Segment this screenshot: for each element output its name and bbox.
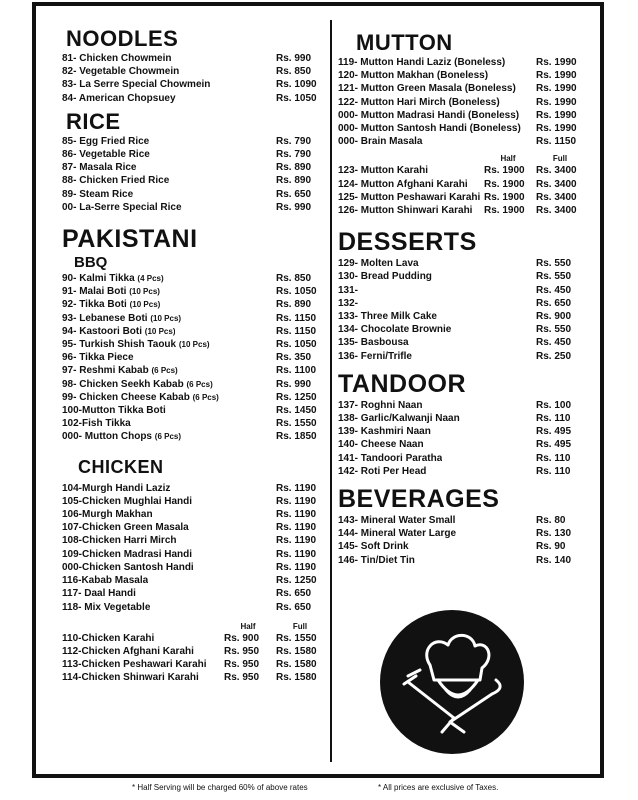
menu-item-row <box>62 521 324 534</box>
item-pieces: (10 Pcs) <box>144 326 176 336</box>
item-name: 130- Bread Pudding <box>338 271 432 283</box>
menu-item-row <box>338 527 584 540</box>
item-price: Rs. 1990 <box>536 57 577 68</box>
chicken-karahi-list <box>62 632 324 685</box>
item-name: 108-Chicken Harri Mirch <box>62 535 177 547</box>
item-price: Rs. 890 <box>276 175 312 187</box>
item-price: Rs. 130 <box>536 528 572 540</box>
full-label: Full <box>552 154 568 164</box>
item-name: 120- Mutton Makhan (Boneless) <box>338 70 489 82</box>
item-name: 124- Mutton Afghani Karahi <box>338 178 468 190</box>
chicken-list <box>62 482 324 614</box>
item-name: 118- Mix Vegetable <box>62 601 151 613</box>
item-price: Rs. 650 <box>276 188 312 200</box>
full-label: Full <box>292 621 308 631</box>
item-name-wrap <box>62 351 134 364</box>
item-price: Rs. 1190 <box>276 561 317 573</box>
item-full-price: Rs. 1580 <box>276 645 317 657</box>
item-name: 102-Fish Tikka <box>62 418 131 430</box>
item-name: 131- <box>338 284 359 296</box>
item-price: Rs. 1990 <box>536 96 577 108</box>
item-prices <box>224 632 324 645</box>
item-price: Rs. 1450 <box>276 405 317 417</box>
menu-item-row <box>338 438 584 451</box>
item-name-wrap <box>62 325 175 338</box>
item-price: Rs. 550 <box>536 324 572 336</box>
item-name: 132- <box>338 297 359 309</box>
right-column <box>338 30 584 567</box>
item-name-wrap <box>62 417 131 430</box>
item-prices <box>484 164 584 177</box>
noodles-list <box>62 52 324 105</box>
item-name: 000- Mutton Chops <box>62 431 152 443</box>
item-pieces: (6 Pcs) <box>151 366 178 376</box>
tandoor-list <box>338 399 584 478</box>
item-name-wrap <box>62 391 219 404</box>
item-name: 123- Mutton Karahi <box>338 165 429 177</box>
menu-item-row <box>62 364 324 377</box>
item-name: 86- Vegetable Rice <box>62 149 150 161</box>
menu-item-row <box>62 188 324 201</box>
mutton-list <box>338 56 584 148</box>
column-divider <box>330 20 332 762</box>
menu-item-row <box>338 465 584 478</box>
item-prices <box>484 204 584 217</box>
menu-item-row <box>62 391 324 404</box>
chef-hat-fork-knife-icon <box>380 610 524 754</box>
item-price: Rs. 100 <box>536 399 572 411</box>
item-price: Rs. 1990 <box>536 109 577 121</box>
item-price: Rs. 890 <box>276 299 312 311</box>
item-price: Rs. 1850 <box>276 431 317 443</box>
item-name: 146- Tin/Diet Tin <box>338 554 415 566</box>
half-serving-note: * Half Serving will be charged 60% of above rates <box>132 783 308 792</box>
menu-item-row <box>62 135 324 148</box>
karahi-item-row <box>338 204 584 217</box>
item-name-wrap <box>62 378 213 391</box>
item-name: 125- Mutton Peshawari Karahi <box>338 191 481 203</box>
item-price: Rs. 450 <box>536 337 572 349</box>
karahi-item-row <box>338 164 584 177</box>
menu-item-row <box>62 285 324 298</box>
menu-item-row <box>62 548 324 561</box>
item-price: Rs. 110 <box>536 452 571 464</box>
item-prices <box>224 645 324 658</box>
menu-item-row <box>338 452 584 465</box>
menu-item-row <box>62 351 324 364</box>
item-price: Rs. 1250 <box>276 575 317 587</box>
item-price: Rs. 550 <box>536 271 572 283</box>
item-name: 000-Chicken Santosh Handi <box>62 561 194 573</box>
bbq-list <box>62 272 324 444</box>
item-name: 134- Chocolate Brownie <box>338 324 452 336</box>
item-pieces: (10 Pcs) <box>129 287 160 297</box>
item-name: 138- Garlic/Kalwanji Naan <box>338 413 460 425</box>
item-prices <box>224 671 324 684</box>
item-price: Rs. 650 <box>276 601 312 613</box>
item-price: Rs. 1190 <box>276 548 317 560</box>
item-price: Rs. 790 <box>276 149 312 161</box>
item-price: Rs. 790 <box>276 135 312 147</box>
menu-item-row <box>62 574 324 587</box>
item-name: 95- Turkish Shish Taouk <box>62 339 177 351</box>
menu-item-row <box>62 325 324 338</box>
menu-item-row <box>338 514 584 527</box>
item-price: Rs. 1150 <box>276 312 317 324</box>
item-price: Rs. 1150 <box>536 136 577 148</box>
item-price: Rs. 650 <box>536 297 572 309</box>
item-name: 139- Kashmiri Naan <box>338 426 431 438</box>
item-name: 000- Mutton Madrasi Handi (Boneless) <box>338 109 520 121</box>
item-half-price: Rs. 950 <box>224 659 260 671</box>
item-name: 87- Masala Rice <box>62 162 137 174</box>
item-name: 122- Mutton Hari Mirch (Boneless) <box>338 96 500 108</box>
menu-item-row <box>62 52 324 65</box>
rice-heading: RICE <box>66 108 121 134</box>
tandoor-heading: TANDOOR <box>338 369 467 398</box>
item-name: 142- Roti Per Head <box>338 465 427 477</box>
item-price: Rs. 1050 <box>276 339 317 351</box>
menu-item-row <box>338 350 584 363</box>
item-name: 136- Ferni/Trifle <box>338 350 412 362</box>
bbq-heading: BBQ <box>74 254 108 272</box>
menu-item-row <box>338 257 584 270</box>
item-name: 88- Chicken Fried Rice <box>62 175 170 187</box>
item-name: 140- Cheese Naan <box>338 439 424 451</box>
item-name: 144- Mineral Water Large <box>338 528 457 540</box>
item-name-wrap <box>62 430 181 443</box>
beverages-heading: BEVERAGES <box>338 485 500 514</box>
item-price: Rs. 990 <box>276 378 312 390</box>
item-name: 116-Kabab Masala <box>62 575 149 587</box>
item-price: Rs. 1090 <box>276 79 317 91</box>
noodles-heading: NOODLES <box>66 26 179 51</box>
mutton-half-full-header <box>338 154 584 164</box>
item-name-wrap <box>62 404 166 417</box>
item-name: 114-Chicken Shinwari Karahi <box>62 672 199 684</box>
menu-item-row <box>62 417 324 430</box>
item-price: Rs. 1250 <box>276 391 317 403</box>
item-name-wrap <box>62 338 210 351</box>
menu-item-row <box>338 96 584 109</box>
menu-item-row <box>338 82 584 95</box>
tax-note: * All prices are exclusive of Taxes. <box>378 783 499 792</box>
item-price: Rs. 850 <box>276 273 312 285</box>
item-price: Rs. 1050 <box>276 286 317 298</box>
mutton-heading: MUTTON <box>356 30 453 55</box>
item-name: 106-Murgh Makhan <box>62 509 153 521</box>
item-price: Rs. 1100 <box>276 365 317 377</box>
item-price: Rs. 1990 <box>536 70 577 82</box>
menu-item-row <box>62 601 324 614</box>
item-price: Rs. 250 <box>536 350 572 362</box>
item-name: 89- Steam Rice <box>62 188 134 200</box>
item-price: Rs. 990 <box>276 201 312 213</box>
menu-item-row <box>62 430 324 443</box>
menu-item-row <box>338 284 584 297</box>
menu-item-row <box>62 272 324 285</box>
item-name: 97- Reshmi Kabab <box>62 365 149 377</box>
item-name: 93- Lebanese Boti <box>62 312 148 324</box>
mutton-karahi-list <box>338 164 584 217</box>
item-name: 81- Chicken Chowmein <box>62 53 172 64</box>
item-price: Rs. 1150 <box>276 325 317 337</box>
item-half-price: Rs. 1900 <box>484 165 525 177</box>
item-name-wrap <box>62 312 181 325</box>
menu-item-row <box>338 122 584 135</box>
item-price: Rs. 1990 <box>536 83 577 95</box>
item-full-price: Rs. 3400 <box>536 165 577 177</box>
menu-item-row <box>62 482 324 495</box>
item-name: 94- Kastoori Boti <box>62 325 143 337</box>
item-name: 90- Kalmi Tikka <box>62 273 135 285</box>
item-price: Rs. 1990 <box>536 123 577 135</box>
item-price: Rs. 650 <box>276 588 312 600</box>
item-price: Rs. 1550 <box>276 418 317 430</box>
item-price: Rs. 140 <box>536 554 572 566</box>
item-name: 96- Tikka Piece <box>62 352 134 364</box>
pakistani-heading: PAKISTANI <box>62 225 198 254</box>
item-name: 99- Chicken Cheese Kabab <box>62 391 190 403</box>
item-price: Rs. 1190 <box>276 495 317 507</box>
item-price: Rs. 850 <box>276 66 312 78</box>
item-name-wrap <box>62 272 164 285</box>
item-pieces: (10 Pcs) <box>150 313 182 323</box>
item-price: Rs. 1190 <box>276 482 317 494</box>
menu-item-row <box>62 378 324 391</box>
item-name: 126- Mutton Shinwari Karahi <box>338 205 473 217</box>
item-half-price: Rs. 950 <box>224 645 260 657</box>
item-price: Rs. 350 <box>276 352 312 364</box>
rice-list <box>62 135 324 214</box>
karahi-item-row <box>338 178 584 191</box>
karahi-item-row <box>62 658 324 671</box>
menu-item-row <box>338 425 584 438</box>
menu-item-row <box>62 338 324 351</box>
menu-item-row <box>62 92 324 105</box>
item-name: 105-Chicken Mughlai Handi <box>62 495 193 507</box>
item-name: 98- Chicken Seekh Kabab <box>62 378 184 390</box>
menu-item-row <box>62 495 324 508</box>
item-price: Rs. 110 <box>536 413 571 425</box>
item-full-price: Rs. 3400 <box>536 191 577 203</box>
item-name: 112-Chicken Afghani Karahi <box>62 645 194 657</box>
item-full-price: Rs. 1550 <box>276 632 317 644</box>
item-half-price: Rs. 950 <box>224 672 260 684</box>
item-price: Rs. 1050 <box>276 92 317 104</box>
item-price: Rs. 1190 <box>276 522 317 534</box>
left-column <box>62 26 324 685</box>
chicken-half-full-header <box>62 622 324 632</box>
half-label: Half <box>240 621 256 631</box>
menu-item-row <box>62 78 324 91</box>
item-full-price: Rs. 3400 <box>536 178 577 190</box>
item-name: 133- Three Milk Cake <box>338 311 437 323</box>
menu-item-row <box>338 109 584 122</box>
item-name: 84- American Chopsuey <box>62 92 176 104</box>
item-half-price: Rs. 900 <box>224 632 260 644</box>
item-price: Rs. 90 <box>536 541 566 553</box>
item-name: 117- Daal Handi <box>62 588 136 600</box>
karahi-item-row <box>338 191 584 204</box>
beverages-list <box>338 514 584 567</box>
item-price: Rs. 495 <box>536 439 572 451</box>
menu-item-row <box>338 310 584 323</box>
item-prices <box>224 658 324 671</box>
item-name: 00- La-Serre Special Rice <box>62 201 182 213</box>
menu-item-row <box>338 399 584 412</box>
menu-item-row <box>62 508 324 521</box>
menu-item-row <box>338 412 584 425</box>
item-pieces: (6 Pcs) <box>154 432 182 442</box>
item-name: 129- Molten Lava <box>338 258 419 270</box>
item-half-price: Rs. 1900 <box>484 178 525 190</box>
item-price: Rs. 900 <box>536 311 572 323</box>
half-label: Half <box>500 154 516 164</box>
item-name: 000- Mutton Santosh Handi (Boneless) <box>338 123 521 135</box>
menu-item-row <box>338 336 584 349</box>
menu-item-row <box>62 148 324 161</box>
karahi-item-row <box>62 632 324 645</box>
item-name-wrap <box>62 285 160 298</box>
item-price: Rs. 450 <box>536 284 572 296</box>
karahi-item-row <box>62 671 324 684</box>
item-price: Rs. 80 <box>536 515 566 527</box>
item-price: Rs. 1190 <box>276 535 317 547</box>
item-price: Rs. 1190 <box>276 509 317 521</box>
item-price: Rs. 990 <box>276 53 312 64</box>
item-half-price: Rs. 1900 <box>484 191 525 203</box>
item-name: 121- Mutton Green Masala (Boneless) <box>338 83 516 95</box>
item-name: 100-Mutton Tikka Boti <box>62 405 166 417</box>
item-name: 143- Mineral Water Small <box>338 515 456 527</box>
menu-item-row <box>338 323 584 336</box>
item-pieces: (10 Pcs) <box>178 340 210 350</box>
menu-item-row <box>62 534 324 547</box>
item-half-price: Rs. 1900 <box>484 205 525 217</box>
menu-item-row <box>62 404 324 417</box>
menu-item-row <box>62 65 324 78</box>
menu-item-row <box>338 69 584 82</box>
menu-item-row <box>62 174 324 187</box>
item-prices <box>484 178 584 191</box>
item-name: 137- Roghni Naan <box>338 399 423 411</box>
item-pieces: (4 Pcs) <box>137 274 164 284</box>
menu-item-row <box>62 298 324 311</box>
item-price: Rs. 550 <box>536 258 572 270</box>
item-name: 107-Chicken Green Masala <box>62 522 189 534</box>
item-pieces: (10 Pcs) <box>129 300 161 310</box>
menu-item-row <box>338 56 584 69</box>
item-name: 91- Malai Boti <box>62 286 127 298</box>
item-name: 109-Chicken Madrasi Handi <box>62 548 193 560</box>
item-full-price: Rs. 1580 <box>276 659 317 671</box>
karahi-item-row <box>62 645 324 658</box>
item-name: 110-Chicken Karahi <box>62 632 155 644</box>
chicken-heading: CHICKEN <box>78 456 164 477</box>
item-name: 145- Soft Drink <box>338 541 409 553</box>
menu-item-row <box>62 587 324 600</box>
menu-item-row <box>62 312 324 325</box>
menu-item-row <box>338 554 584 567</box>
desserts-list <box>338 257 584 363</box>
item-name-wrap <box>62 298 160 311</box>
menu-item-row <box>338 297 584 310</box>
item-full-price: Rs. 1580 <box>276 672 317 684</box>
desserts-heading: DESSERTS <box>338 228 477 257</box>
item-pieces: (6 Pcs) <box>186 379 213 389</box>
item-name: 92- Tikka Boti <box>62 299 127 311</box>
item-price: Rs. 890 <box>276 162 312 174</box>
item-full-price: Rs. 3400 <box>536 205 577 217</box>
item-prices <box>484 191 584 204</box>
menu-item-row <box>62 201 324 214</box>
menu-item-row <box>338 270 584 283</box>
menu-item-row <box>62 561 324 574</box>
item-price: Rs. 495 <box>536 426 572 438</box>
item-name: 85- Egg Fried Rice <box>62 135 150 147</box>
menu-item-row <box>338 135 584 148</box>
menu-item-row <box>338 540 584 553</box>
item-name: 119- Mutton Handi Laziz (Boneless) <box>338 57 506 68</box>
menu-item-row <box>62 161 324 174</box>
item-name: 141- Tandoori Paratha <box>338 452 443 464</box>
item-name: 83- La Serre Special Chowmein <box>62 79 211 91</box>
item-name: 104-Murgh Handi Laziz <box>62 482 171 494</box>
item-name: 82- Vegetable Chowmein <box>62 66 180 78</box>
item-name: 135- Basbousa <box>338 337 409 349</box>
item-pieces: (6 Pcs) <box>192 392 219 402</box>
item-price: Rs. 110 <box>536 465 571 477</box>
item-name-wrap <box>62 364 178 377</box>
item-name: 000- Brain Masala <box>338 136 423 148</box>
item-name: 113-Chicken Peshawari Karahi <box>62 659 207 671</box>
